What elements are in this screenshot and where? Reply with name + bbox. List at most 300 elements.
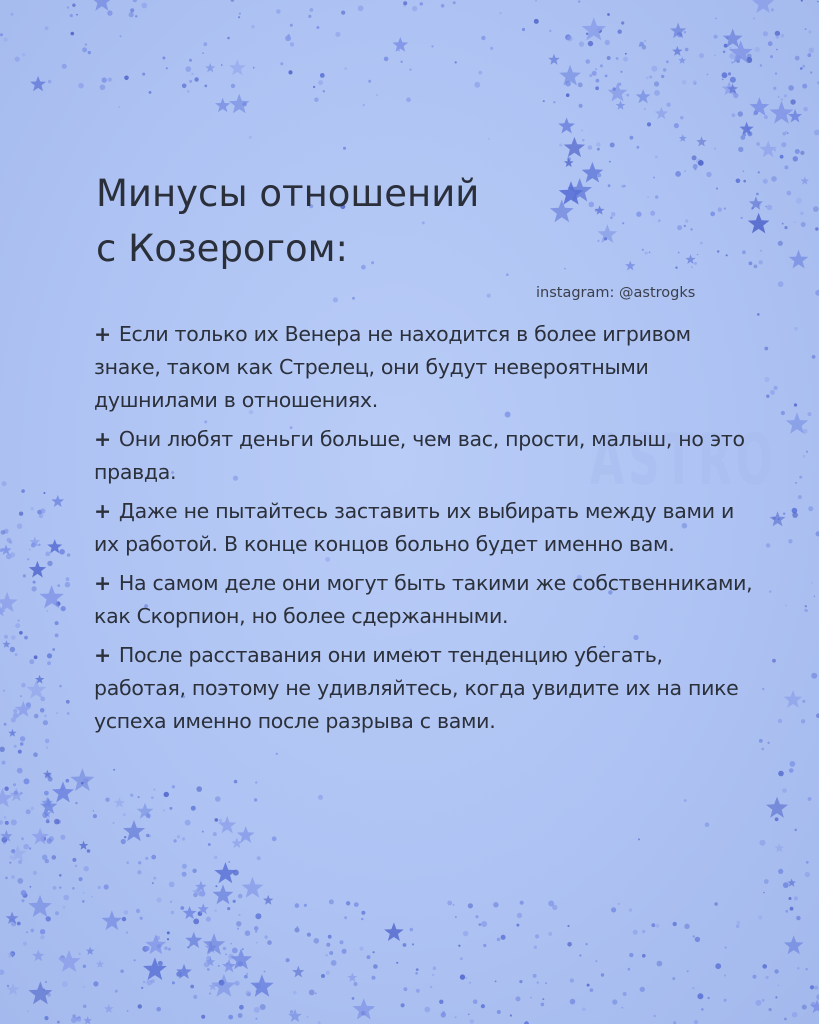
glitter-dot bbox=[361, 911, 365, 915]
glitter-dot bbox=[789, 897, 792, 900]
glitter-dot bbox=[352, 297, 355, 300]
glitter-dot bbox=[230, 943, 232, 945]
glitter-dot bbox=[142, 73, 145, 76]
glitter-dot bbox=[768, 41, 773, 46]
glitter-dot bbox=[715, 18, 717, 20]
glitter-dot bbox=[137, 870, 141, 874]
glitter-dot bbox=[105, 798, 109, 802]
page-title bbox=[96, 166, 616, 276]
glitter-dot bbox=[794, 403, 797, 406]
glitter-dot bbox=[180, 906, 184, 910]
glitter-dot bbox=[30, 886, 32, 888]
glitter-dot bbox=[800, 67, 803, 70]
glitter-dot bbox=[655, 924, 659, 928]
glitter-dot bbox=[121, 839, 126, 844]
star-icon bbox=[242, 877, 264, 898]
glitter-dot bbox=[684, 225, 686, 227]
glitter-dot bbox=[530, 997, 532, 999]
glitter-dot bbox=[40, 508, 45, 513]
glitter-dot bbox=[785, 910, 788, 913]
glitter-dot bbox=[543, 100, 545, 102]
glitter-dot bbox=[15, 57, 20, 62]
glitter-dot bbox=[478, 71, 482, 75]
star-icon bbox=[616, 101, 626, 110]
glitter-dot bbox=[579, 41, 584, 46]
glitter-dot bbox=[4, 723, 7, 726]
glitter-dot bbox=[233, 900, 236, 903]
glitter-dot bbox=[468, 1014, 470, 1016]
glitter-dot bbox=[695, 937, 700, 942]
glitter-dot bbox=[666, 103, 670, 107]
glitter-dot bbox=[803, 107, 808, 112]
glitter-dot bbox=[553, 101, 555, 103]
glitter-dot bbox=[589, 74, 592, 77]
glitter-dot bbox=[781, 411, 785, 415]
glitter-dot bbox=[85, 43, 88, 46]
glitter-dot bbox=[185, 820, 191, 826]
glitter-dot bbox=[20, 742, 24, 746]
glitter-dot bbox=[34, 714, 39, 719]
star-icon bbox=[696, 136, 707, 146]
glitter-dot bbox=[729, 53, 735, 59]
glitter-dot bbox=[640, 987, 645, 992]
glitter-dot bbox=[764, 879, 769, 884]
glitter-dot bbox=[578, 0, 581, 3]
glitter-dot bbox=[775, 817, 779, 821]
glitter-dot bbox=[290, 1010, 293, 1013]
glitter-dot bbox=[67, 6, 69, 8]
glitter-dot bbox=[552, 905, 557, 910]
glitter-dot bbox=[123, 813, 126, 816]
glitter-dot bbox=[406, 97, 411, 102]
glitter-dot bbox=[191, 73, 193, 75]
glitter-dot bbox=[753, 17, 755, 19]
glitter-dot bbox=[596, 142, 600, 146]
glitter-dot bbox=[13, 783, 16, 786]
glitter-dot bbox=[214, 856, 218, 860]
glitter-dot bbox=[541, 1003, 545, 1007]
glitter-dot bbox=[605, 40, 610, 45]
glitter-dot bbox=[315, 992, 317, 994]
glitter-dot bbox=[759, 260, 763, 264]
glitter-dot bbox=[542, 998, 544, 1000]
glitter-dot bbox=[567, 36, 573, 42]
star-icon bbox=[145, 934, 166, 954]
glitter-dot bbox=[71, 32, 75, 36]
glitter-dot bbox=[318, 80, 323, 85]
glitter-dot bbox=[340, 940, 344, 944]
glitter-dot bbox=[774, 969, 778, 973]
glitter-dot bbox=[72, 887, 75, 890]
glitter-dot bbox=[756, 193, 759, 196]
glitter-dot bbox=[126, 931, 128, 933]
glitter-dot bbox=[5, 821, 9, 825]
star-icon bbox=[810, 1000, 819, 1013]
glitter-dot bbox=[466, 977, 468, 979]
glitter-dot bbox=[10, 647, 15, 652]
glitter-dot bbox=[213, 832, 217, 836]
glitter-dot bbox=[141, 3, 147, 9]
glitter-dot bbox=[245, 930, 251, 936]
glitter-dot bbox=[309, 990, 315, 996]
glitter-dot bbox=[190, 985, 194, 989]
glitter-dot bbox=[77, 1018, 81, 1022]
glitter-dot bbox=[164, 792, 169, 797]
glitter-dot bbox=[329, 951, 333, 955]
glitter-dot bbox=[323, 90, 325, 92]
glitter-dot bbox=[655, 195, 658, 198]
glitter-dot bbox=[53, 886, 57, 890]
glitter-dot bbox=[802, 84, 807, 89]
glitter-dot bbox=[88, 51, 91, 54]
glitter-dot bbox=[196, 786, 202, 792]
glitter-dot bbox=[83, 986, 85, 988]
glitter-dot bbox=[623, 57, 628, 62]
star-icon bbox=[749, 196, 763, 210]
glitter-dot bbox=[522, 28, 525, 31]
glitter-dot bbox=[5, 877, 8, 880]
title-line-2: с Козерогом: bbox=[96, 227, 349, 270]
glitter-dot bbox=[47, 653, 52, 658]
glitter-dot bbox=[23, 574, 26, 577]
glitter-dot bbox=[649, 76, 652, 79]
glitter-dot bbox=[346, 901, 350, 905]
glitter-dot bbox=[42, 812, 48, 818]
star-icon bbox=[784, 935, 804, 954]
glitter-dot bbox=[19, 631, 23, 635]
glitter-dot bbox=[684, 31, 686, 33]
glitter-dot bbox=[26, 931, 28, 933]
glitter-dot bbox=[795, 482, 797, 484]
glitter-dot bbox=[621, 185, 624, 188]
glitter-dot bbox=[306, 1016, 308, 1018]
glitter-dot bbox=[143, 981, 146, 984]
glitter-dot bbox=[775, 72, 777, 74]
glitter-dot bbox=[758, 915, 762, 919]
glitter-dot bbox=[798, 495, 802, 499]
glitter-dot bbox=[328, 935, 332, 939]
glitter-dot bbox=[692, 987, 694, 989]
glitter-dot bbox=[760, 250, 762, 252]
glitter-dot bbox=[612, 999, 617, 1004]
glitter-dot bbox=[177, 835, 180, 838]
glitter-dot bbox=[493, 902, 498, 907]
glitter-dot bbox=[31, 586, 36, 591]
glitter-dot bbox=[56, 712, 58, 714]
glitter-dot bbox=[43, 492, 45, 494]
glitter-dot bbox=[730, 47, 732, 49]
glitter-dot bbox=[329, 899, 334, 904]
glitter-dot bbox=[653, 177, 655, 179]
glitter-dot bbox=[775, 996, 777, 998]
glitter-dot bbox=[776, 35, 779, 38]
glitter-dot bbox=[698, 160, 704, 166]
glitter-dot bbox=[732, 113, 736, 117]
glitter-dot bbox=[497, 1010, 501, 1014]
glitter-dot bbox=[519, 980, 522, 983]
glitter-dot bbox=[534, 19, 539, 24]
star-icon bbox=[185, 932, 202, 948]
glitter-dot bbox=[790, 761, 796, 767]
glitter-dot bbox=[453, 1, 456, 4]
glitter-dot bbox=[595, 86, 599, 90]
glitter-dot bbox=[75, 802, 77, 804]
glitter-dot bbox=[621, 21, 624, 24]
glitter-dot bbox=[228, 861, 230, 863]
glitter-dot bbox=[341, 11, 345, 15]
glitter-dot bbox=[605, 75, 608, 78]
glitter-dot bbox=[245, 990, 251, 996]
glitter-dot bbox=[707, 74, 709, 76]
glitter-dot bbox=[586, 33, 588, 35]
star-icon bbox=[30, 76, 46, 91]
glitter-dot bbox=[57, 584, 60, 587]
glitter-dot bbox=[483, 944, 486, 947]
star-icon bbox=[28, 895, 52, 917]
glitter-dot bbox=[725, 947, 727, 949]
glitter-dot bbox=[463, 931, 469, 937]
list-item bbox=[94, 423, 754, 489]
glitter-dot bbox=[227, 907, 230, 910]
glitter-dot bbox=[318, 795, 323, 800]
glitter-dot bbox=[62, 64, 67, 69]
glitter-dot bbox=[246, 973, 248, 975]
glitter-dot bbox=[682, 80, 687, 85]
glitter-dot bbox=[487, 294, 491, 298]
star-icon bbox=[292, 966, 304, 978]
glitter-dot bbox=[663, 68, 667, 72]
glitter-dot bbox=[595, 68, 597, 70]
glitter-dot bbox=[215, 885, 217, 887]
glitter-dot bbox=[763, 892, 765, 894]
glitter-dot bbox=[677, 225, 682, 230]
glitter-dot bbox=[804, 609, 807, 612]
glitter-dot bbox=[672, 977, 675, 980]
list-item-text: Они любят деньги больше, чем вас, прости, малыш, но это правда. bbox=[94, 427, 745, 484]
glitter-dot bbox=[314, 938, 320, 944]
plus-icon: + bbox=[94, 427, 111, 451]
glitter-dot bbox=[167, 931, 170, 934]
glitter-dot bbox=[726, 254, 728, 256]
glitter-dot bbox=[187, 90, 189, 92]
glitter-dot bbox=[722, 72, 728, 78]
glitter-dot bbox=[138, 861, 141, 864]
glitter-dot bbox=[814, 596, 816, 598]
star-icon bbox=[625, 261, 635, 271]
star-icon bbox=[760, 141, 777, 158]
glitter-dot bbox=[18, 860, 22, 864]
glitter-dot bbox=[762, 964, 767, 969]
glitter-dot bbox=[82, 900, 85, 903]
glitter-dot bbox=[363, 104, 365, 106]
glitter-dot bbox=[79, 953, 81, 955]
glitter-dot bbox=[45, 859, 49, 863]
glitter-dot bbox=[254, 1007, 260, 1013]
glitter-dot bbox=[481, 36, 485, 40]
glitter-dot bbox=[75, 865, 78, 868]
glitter-dot bbox=[162, 57, 165, 60]
glitter-dot bbox=[520, 901, 524, 905]
glitter-dot bbox=[367, 955, 371, 959]
glitter-dot bbox=[775, 31, 780, 36]
star-icon bbox=[7, 983, 20, 995]
star-icon bbox=[114, 797, 125, 808]
glitter-dot bbox=[398, 50, 400, 52]
glitter-dot bbox=[40, 929, 45, 934]
glitter-dot bbox=[460, 957, 463, 960]
glitter-dot bbox=[684, 170, 686, 172]
glitter-dot bbox=[693, 164, 698, 169]
glitter-dot bbox=[714, 902, 718, 906]
glitter-dot bbox=[297, 926, 299, 928]
glitter-dot bbox=[208, 843, 211, 846]
star-icon bbox=[31, 828, 49, 845]
glitter-dot bbox=[559, 144, 562, 147]
glitter-dot bbox=[67, 712, 70, 715]
glitter-dot bbox=[260, 1004, 266, 1010]
glitter-dot bbox=[649, 252, 651, 254]
glitter-dot bbox=[17, 523, 23, 529]
glitter-dot bbox=[808, 30, 811, 33]
glitter-dot bbox=[113, 822, 115, 824]
glitter-dot bbox=[424, 1007, 430, 1013]
glitter-dot bbox=[239, 1005, 244, 1010]
glitter-dot bbox=[62, 981, 68, 987]
star-icon bbox=[347, 973, 357, 982]
glitter-dot bbox=[83, 1005, 87, 1009]
glitter-dot bbox=[728, 72, 731, 75]
glitter-dot bbox=[3, 690, 5, 692]
glitter-dot bbox=[717, 250, 719, 252]
glitter-dot bbox=[767, 742, 769, 744]
glitter-dot bbox=[611, 907, 616, 912]
glitter-dot bbox=[10, 552, 15, 557]
glitter-dot bbox=[1, 530, 6, 535]
glitter-dot bbox=[376, 94, 378, 96]
glitter-dot bbox=[276, 753, 278, 755]
glitter-dot bbox=[59, 874, 62, 877]
glitter-dot bbox=[629, 953, 633, 957]
glitter-dot bbox=[265, 935, 268, 938]
glitter-dot bbox=[215, 796, 221, 802]
glitter-dot bbox=[685, 48, 689, 52]
glitter-dot bbox=[730, 77, 736, 83]
glitter-dot bbox=[151, 796, 154, 799]
glitter-dot bbox=[272, 836, 277, 841]
star-icon bbox=[205, 63, 215, 73]
glitter-dot bbox=[59, 887, 61, 889]
glitter-dot bbox=[201, 1015, 205, 1019]
glitter-dot bbox=[783, 513, 785, 515]
glitter-dot bbox=[267, 940, 272, 945]
glitter-dot bbox=[38, 544, 40, 546]
glitter-dot bbox=[238, 1013, 243, 1018]
glitter-dot bbox=[256, 942, 258, 944]
glitter-dot bbox=[790, 99, 795, 104]
glitter-dot bbox=[629, 908, 632, 911]
glitter-dot bbox=[620, 71, 622, 73]
glitter-dot bbox=[715, 963, 721, 969]
glitter-dot bbox=[808, 797, 812, 801]
glitter-dot bbox=[358, 5, 364, 11]
glitter-dot bbox=[19, 512, 23, 516]
glitter-dot bbox=[314, 97, 319, 102]
glitter-dot bbox=[276, 9, 281, 14]
glitter-dot bbox=[782, 788, 787, 793]
glitter-dot bbox=[694, 83, 696, 85]
glitter-dot bbox=[11, 13, 14, 16]
glitter-dot bbox=[202, 52, 204, 54]
glitter-dot bbox=[801, 0, 803, 2]
glitter-dot bbox=[66, 577, 70, 581]
glitter-dot bbox=[290, 24, 293, 27]
star-icon bbox=[789, 250, 809, 269]
glitter-dot bbox=[102, 77, 107, 82]
glitter-dot bbox=[45, 981, 47, 983]
glitter-dot bbox=[628, 968, 631, 971]
glitter-dot bbox=[644, 108, 646, 110]
glitter-dot bbox=[657, 961, 663, 967]
glitter-dot bbox=[776, 49, 778, 51]
glitter-dot bbox=[736, 179, 741, 184]
glitter-dot bbox=[789, 768, 794, 773]
glitter-dot bbox=[778, 771, 784, 777]
glitter-dot bbox=[120, 970, 123, 973]
glitter-dot bbox=[133, 0, 137, 2]
glitter-dot bbox=[756, 1000, 762, 1006]
glitter-dot bbox=[164, 946, 168, 950]
glitter-dot bbox=[307, 933, 311, 937]
glitter-dot bbox=[308, 15, 311, 18]
glitter-dot bbox=[342, 949, 347, 954]
star-icon bbox=[29, 561, 47, 578]
glitter-dot bbox=[642, 930, 645, 933]
glitter-dot bbox=[66, 700, 70, 704]
glitter-dot bbox=[801, 719, 805, 723]
glitter-dot bbox=[566, 93, 570, 97]
glitter-dot bbox=[254, 798, 257, 801]
glitter-dot bbox=[794, 829, 797, 832]
star-icon bbox=[237, 826, 255, 843]
glitter-dot bbox=[170, 901, 172, 903]
glitter-dot bbox=[815, 227, 818, 230]
list-item-text: После расставания они имеют тенденцию убегать, работая, поэтому не удивляйтесь, когда увидите их на пике успеха именно после разрыва с вами. bbox=[94, 643, 739, 733]
glitter-dot bbox=[813, 206, 819, 212]
glitter-dot bbox=[76, 14, 78, 16]
glitter-dot bbox=[630, 136, 634, 140]
glitter-dot bbox=[127, 1010, 129, 1012]
glitter-dot bbox=[228, 1015, 233, 1020]
glitter-dot bbox=[678, 252, 680, 254]
star-icon bbox=[582, 17, 607, 40]
glitter-dot bbox=[792, 512, 798, 518]
glitter-dot bbox=[113, 769, 115, 771]
glitter-dot bbox=[716, 188, 718, 190]
glitter-dot bbox=[626, 94, 629, 97]
star-icon bbox=[384, 922, 404, 941]
glitter-dot bbox=[11, 875, 15, 879]
glitter-dot bbox=[172, 785, 175, 788]
glitter-dot bbox=[767, 205, 773, 211]
glitter-dot bbox=[812, 355, 816, 359]
glitter-dot bbox=[207, 968, 210, 971]
glitter-dot bbox=[24, 636, 28, 640]
glitter-dot bbox=[588, 145, 593, 150]
glitter-dot bbox=[815, 290, 819, 296]
glitter-dot bbox=[647, 196, 649, 198]
glitter-dot bbox=[34, 655, 38, 659]
glitter-dot bbox=[145, 946, 150, 951]
